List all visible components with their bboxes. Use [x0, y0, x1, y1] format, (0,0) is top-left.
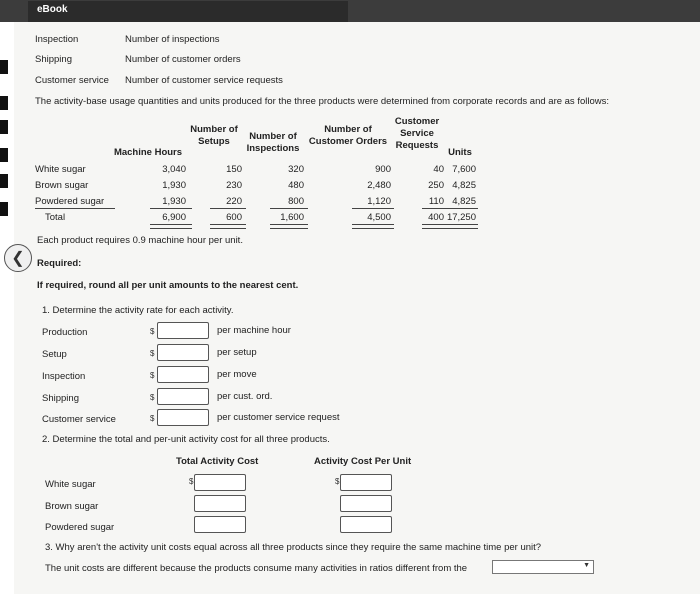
ebook-tab[interactable]	[28, 1, 348, 22]
rate-label-shipping: Shipping	[42, 393, 79, 404]
rate-unit-shipping: per cust. ord.	[217, 391, 273, 402]
double-rule	[422, 224, 446, 229]
driver-activity: Customer service	[35, 75, 109, 86]
powdered-sugar-unit-input[interactable]	[340, 516, 392, 533]
required-label: Required:	[37, 258, 82, 269]
rule	[352, 208, 394, 209]
dollar-sign: $	[150, 327, 155, 336]
q3-answer-dropdown[interactable]	[492, 560, 594, 574]
rule	[446, 208, 478, 209]
production-rate-input[interactable]	[157, 322, 209, 339]
cell-insp: 320	[288, 164, 304, 175]
double-rule	[446, 224, 478, 229]
col-header-units: Units	[448, 147, 472, 158]
col-header-csr: Customer Service Requests	[394, 116, 440, 151]
cell-setups: 600	[226, 212, 242, 223]
double-rule	[150, 224, 192, 229]
col-header-customer-orders: Number of Customer Orders	[308, 124, 388, 147]
q1-prompt: 1. Determine the activity rate for each activity.	[42, 305, 234, 316]
cell-setups: 230	[226, 180, 242, 191]
edge-marker	[0, 174, 8, 188]
product-label: White sugar	[45, 479, 96, 490]
chevron-left-icon: ❮	[11, 250, 25, 267]
cell-units: 7,600	[452, 164, 476, 175]
inspection-rate-input[interactable]	[157, 366, 209, 383]
intro-text: The activity-base usage quantities and units produced for the three products were determined from corporate records and are as follows:	[35, 96, 610, 107]
cell-insp: 800	[288, 196, 304, 207]
q3-answer-text: The unit costs are different because the products consume many activities in ratios different from the	[45, 563, 468, 574]
double-rule	[270, 224, 308, 229]
row-label: Powdered sugar	[35, 196, 105, 207]
cell-setups: 220	[226, 196, 242, 207]
rate-label-setup: Setup	[42, 349, 67, 360]
edge-marker	[0, 120, 8, 134]
cell-orders: 900	[375, 164, 391, 175]
product-label: Brown sugar	[45, 501, 99, 512]
rate-label-inspection: Inspection	[42, 371, 86, 382]
cell-csr: 400	[428, 212, 444, 223]
rate-unit-customer-service: per customer service request	[217, 412, 340, 423]
rate-label-production: Production	[42, 327, 88, 338]
q2-prompt: 2. Determine the total and per-unit activity cost for all three products.	[42, 434, 330, 445]
powdered-sugar-total-input[interactable]	[194, 516, 246, 533]
dollar-sign: $	[335, 477, 340, 486]
edge-marker	[0, 96, 8, 110]
round-note: If required, round all per unit amounts to the nearest cent.	[37, 280, 299, 291]
customer-service-rate-input[interactable]	[157, 409, 209, 426]
driver-activity: Shipping	[35, 54, 72, 65]
cell-csr: 250	[428, 180, 444, 191]
dollar-sign: $	[150, 371, 155, 380]
cell-setups: 150	[226, 164, 242, 175]
rule	[210, 208, 246, 209]
driver-basis: Number of customer service requests	[125, 75, 283, 86]
cell-mh: 3,040	[162, 164, 186, 175]
row-label: Brown sugar	[35, 180, 89, 191]
edge-marker	[0, 148, 8, 162]
rule	[150, 208, 192, 209]
rate-unit-production: per machine hour	[217, 325, 291, 336]
driver-basis: Number of customer orders	[125, 54, 241, 65]
cell-csr: 110	[428, 196, 444, 207]
col-header-machine-hours: Machine Hours	[113, 147, 183, 158]
shipping-rate-input[interactable]	[157, 388, 209, 405]
white-sugar-unit-input[interactable]	[340, 474, 392, 491]
driver-basis: Number of inspections	[125, 34, 220, 45]
cell-insp: 1,600	[280, 212, 304, 223]
cell-insp: 480	[288, 180, 304, 191]
setup-rate-input[interactable]	[157, 344, 209, 361]
ebook-label: eBook	[37, 4, 68, 15]
edge-marker	[0, 202, 8, 216]
dollar-sign: $	[189, 477, 194, 486]
brown-sugar-total-input[interactable]	[194, 495, 246, 512]
dollar-sign: $	[150, 349, 155, 358]
cell-csr: 40	[433, 164, 444, 175]
dollar-sign: $	[150, 393, 155, 402]
chevron-down-icon: ▼	[583, 562, 590, 569]
col-header-inspections: Number of Inspections	[246, 131, 300, 154]
row-label: Total	[45, 212, 66, 223]
back-button[interactable]	[4, 244, 32, 272]
cell-units: 17,250	[446, 212, 476, 223]
rule	[35, 208, 115, 209]
double-rule	[352, 224, 394, 229]
white-sugar-total-input[interactable]	[194, 474, 246, 491]
col-header-setups: Number of Setups	[190, 124, 238, 147]
col-header-cost-per-unit: Activity Cost Per Unit	[314, 456, 412, 467]
cell-orders: 4,500	[367, 212, 391, 223]
cell-orders: 2,480	[367, 180, 391, 191]
cell-mh: 1,930	[162, 180, 186, 191]
cell-units: 4,825	[452, 196, 476, 207]
dollar-sign: $	[150, 414, 155, 423]
top-bar	[0, 0, 700, 22]
cell-units: 4,825	[452, 180, 476, 191]
rule	[422, 208, 446, 209]
machine-note: Each product requires 0.9 machine hour per unit.	[37, 235, 243, 246]
col-header-total-cost: Total Activity Cost	[176, 456, 259, 467]
double-rule	[210, 224, 246, 229]
rate-unit-inspection: per move	[217, 369, 257, 380]
edge-marker	[0, 60, 8, 74]
row-label: White sugar	[35, 164, 86, 175]
rule	[270, 208, 308, 209]
product-label: Powdered sugar	[45, 522, 115, 533]
driver-activity: Inspection	[35, 34, 79, 45]
left-edge	[0, 22, 14, 594]
brown-sugar-unit-input[interactable]	[340, 495, 392, 512]
cell-mh: 1,930	[162, 196, 186, 207]
q3-prompt: 3. Why aren't the activity unit costs equal across all three products since they require the same machine time per unit?	[45, 542, 542, 553]
rate-unit-setup: per setup	[217, 347, 257, 358]
rate-label-customer-service: Customer service	[42, 414, 116, 425]
cell-mh: 6,900	[162, 212, 186, 223]
cell-orders: 1,120	[367, 196, 391, 207]
